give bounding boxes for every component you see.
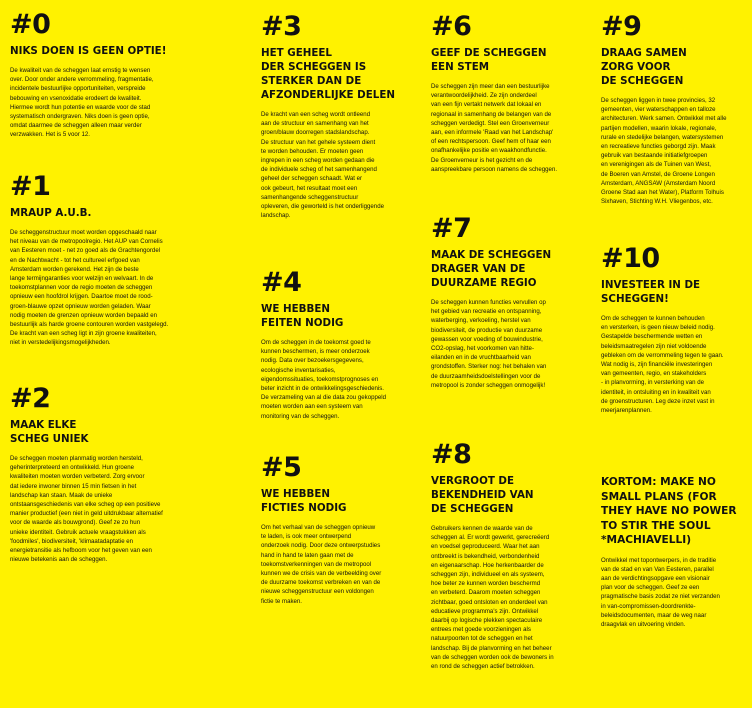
section-title: INVESTEER IN DE SCHEGGEN!	[601, 279, 701, 305]
section-title: MRAUP A.U.B.	[10, 207, 92, 219]
section-title: NIKS DOEN IS GEEN OPTIE!	[10, 45, 167, 57]
section-title: GEEF DE SCHEGGEN EEN STEM	[431, 47, 547, 73]
section-number: #6	[431, 11, 472, 42]
section-body: De scheggen liggen in twee provincies, 32 gemeenten, vier waterschappen en talloze architecturen. Werk samen. Ontwikkel met alle partijen modellen, waarin lokale, regionale, rurale en stedelijke belangen, watersystemen en recreatieve functies geborgd zijn. Maak gebruik van bestaande initiatiefgroepen en verenigingen als de Tuinen van West, de Boeren van Amstel, de Groene Longen Amsterdam, ANGSAW (Amsterdam Noord Groene Stad aan het Water), Platform Tolhuis Sixhaven, Stichting W.H. Vliegenbos, etc.	[601, 97, 727, 206]
section-number: #3	[261, 11, 302, 42]
section-6	[431, 12, 574, 174]
section-body: De scheggen zijn meer dan een bestuurlijke verantwoordelijkheid. Ze zijn onderdeel van een fijn vertakt netwerk dat lokaal en regionaal in samenhang de belangen van de scheggen verdedigt. Stel een Groenverneur aan, een informele 'Raad van het Landschap' of een rechtspersoon. Geef hem of haar een onafhankelijke positie en waakhondfunctie. De Groenverneur is het gezicht en de aanspreekbare persoon namens de scheggen.	[431, 83, 558, 173]
section-number: #5	[261, 452, 302, 483]
section-9	[601, 12, 741, 206]
section-body: Om de scheggen in de toekomst goed te kunnen beschermen, is meer onderzoek nodig. Data over bezoekersgegevens, ecologische inventarisaties, eigendomssituaties, toekomstprognoses en beter inzicht in de ontwikkelingsgeschiedenis. De verzameling van al die data zou gekoppeld moeten worden aan een systeem van monitoring van de scheggen.	[261, 339, 387, 420]
section-body: Ontwikkel met topontwerpers, in de traditie van de stad en van Van Eesteren, parallel aan de verdichtingsopgave een visionair plan voor de scheggen. Geef ze een pragmatische basis zodat ze niet verzanden in van-compromissen-doordrenkte- beleidsdocumenten, maar de weg naar draagvlak en uitvoering vinden.	[601, 556, 720, 628]
section-title: HET GEHEEL DER SCHEGGEN IS STERKER DAN DE AFZONDERLIJKE DELEN	[261, 47, 395, 101]
section-body: De kracht van een scheg wordt ontleend aan de structuur en samenhang van het groen/blauw doorregen stadslandschap. De structuur van het gehele systeem dient te worden behouden. Er moeten geen ingrepen in een scheg worden gedaan die de individuele scheg of het samenhangend geheel der scheggen schaadt. Wat er ook gebeurt, het resultaat moet een samenhangende scheggenstructuur opleveren, die geworteld is het onderliggende landschap.	[261, 111, 384, 220]
section-3	[261, 12, 403, 220]
section-body: De scheggen kunnen functies vervullen op het gebied van recreatie en ontspanning, waterberging, verkoeling, herstel van biodiversiteit, de productie van duurzame gewassen voor voeding of bouwindustrie, CO2-opslag, het voorkomen van hitte- eilanden en in de vruchtbaarheid van grondstoffen. Sterker nog: het behalen van de duurzaamheidsdoelstellingen voor de metropool is zonder scheggen onmogelijk!	[431, 299, 547, 389]
section-number: #1	[10, 171, 51, 202]
section-title: DRAAG SAMEN ZORG VOOR DE SCHEGGEN	[601, 47, 687, 87]
section-title: WE HEBBEN FEITEN NODIG	[261, 303, 344, 329]
section-body: De scheggen moeten planmatig worden hersteld, geherinterpreteerd en ontwikkeld. Hun groene kwaliteiten moeten worden verbeterd. Zorg ervoor dat iedere inwoner binnen 15 min fietsen in het landschap kan staan. Maak de unieke ontstaansgeschiedenis van elke scheg op een positieve manier productief (een niet in geld uitdrukbaar alternatief voor de waarde als bouwgrond). Geef ze zo hun unieke identiteit. Gebruik actuele vraagstukken als 'foodmiles', biodiversiteit, 'klimaatadaptatie en energietransitie als hefboom voor het geven van een nieuwe betekenis aan de scheggen.	[10, 455, 163, 564]
section-8	[431, 440, 574, 671]
section-7	[431, 214, 574, 390]
section-number: #9	[601, 11, 642, 42]
section-10	[601, 244, 741, 415]
section-4	[261, 268, 403, 421]
section-number: #7	[431, 213, 472, 244]
section-0	[10, 10, 172, 140]
section-body: De scheggenstructuur moet worden opgeschaald naar het niveau van de metropoolregio. Het AUP van Cornelis van Eesteren moet - net zo goed als de Grachtengordel en de Nachtwacht - tot het cultureel erfgoed van Amsterdam worden gerekend. Het zijn de beste lange termijngaranties voor welzijn en welvaart. In de toekomstplannen voor de regio moeten de scheggen opnieuw een hoofdrol krijgen. Daartoe moet de rood- groen-blauwe opzet opnieuw worden geladen. Waar nodig moeten de grenzen opnieuw worden bepaald en bestuurlijk als harde groene contouren worden vastgelegd. De kracht van een scheg ligt in zijn groene kwaliteiten, niet in verstedelijkingsmogelijkheden.	[10, 229, 169, 347]
section-2	[10, 384, 172, 564]
section-kortom	[601, 475, 741, 629]
section-title: WE HEBBEN FICTIES NODIG	[261, 488, 347, 514]
section-body: Om het verhaal van de scheggen opnieuw te laden, is ook meer ontwerpend onderzoek nodig. Door deze ontwerpstudies hand in hand te laten gaan met de toekomstverkenningen van de metropool kunnen we de crisis van de verbeelding over de duurzame toekomst verbreken en van de nieuwe scheggenstructuur een voldongen fictie te maken.	[261, 524, 382, 605]
section-number: #8	[431, 439, 472, 470]
section-5	[261, 453, 403, 606]
section-number: #10	[601, 243, 660, 274]
section-title: VERGROOT DE BEKENDHEID VAN DE SCHEGGEN	[431, 475, 534, 515]
section-body: Gebruikers kennen de waarde van de scheggen al. Er wordt gewerkt, gerecreëerd en voedsel geproduceerd. Waar het aan ontbreekt is bekendheid, verbondenheid en eigenaarschap. Hoe herkenbaarder de scheggen zijn, individueel en als systeem, hoe beter ze kunnen worden beschermd en verbeterd. Daarom moeten scheggen zichtbaar, goed ontsloten en onderdeel van educatieve programma's zijn. Ontwikkel daarbij op logische plekken spectaculaire entrees met goede voorzieningen als natuurpoorten tot de scheggen en het landschap. Bij de planvorming en het beheer van de scheggen worden ook de bewoners in en rond de scheggen actief betrokken.	[431, 525, 554, 671]
section-title: KORTOM: MAKE NO SMALL PLANS (FOR THEY HAVE NO POWER TO STIR THE SOUL *MACHIAVELLI)	[601, 476, 737, 546]
section-number: #2	[10, 383, 51, 414]
section-number: #0	[10, 9, 51, 40]
section-body: Om de scheggen te kunnen behouden en versterken, is geen nieuw beleid nodig. Gestapelde beschermende wetten en beleidsmaatregelen zijn niet voldoende gebleken om de verrommeling tegen te gaan. Wat nodig is, zijn financiële investeringen van gemeenten, regio, en stakeholders - in planvorming, in versterking van de identiteit, in ontsluiting en in kwaliteit van de groenstructuren. Leg deze inzet vast in meerjarenplannen.	[601, 315, 724, 415]
section-1	[10, 172, 172, 348]
section-body: De kwaliteit van de scheggen laat ernstig te wensen over. Door onder andere verrommeling, fragmentatie, incidentele bestuurlijke opportuniteiten, verspreide bebouwing en vsenoxidatie erodeert de kwaliteit. Hiermee wordt hun potentie en waarde voor de stad systematisch ondergraven. Niks doen is geen optie, omdat daarmee de scheggen alleen maar verder verzwakken. Het is 5 voor 12.	[10, 67, 154, 139]
section-title: MAAK ELKE SCHEG UNIEK	[10, 419, 89, 445]
section-number: #4	[261, 267, 302, 298]
section-title: MAAK DE SCHEGGEN DRAGER VAN DE DUURZAME REGIO	[431, 249, 552, 289]
